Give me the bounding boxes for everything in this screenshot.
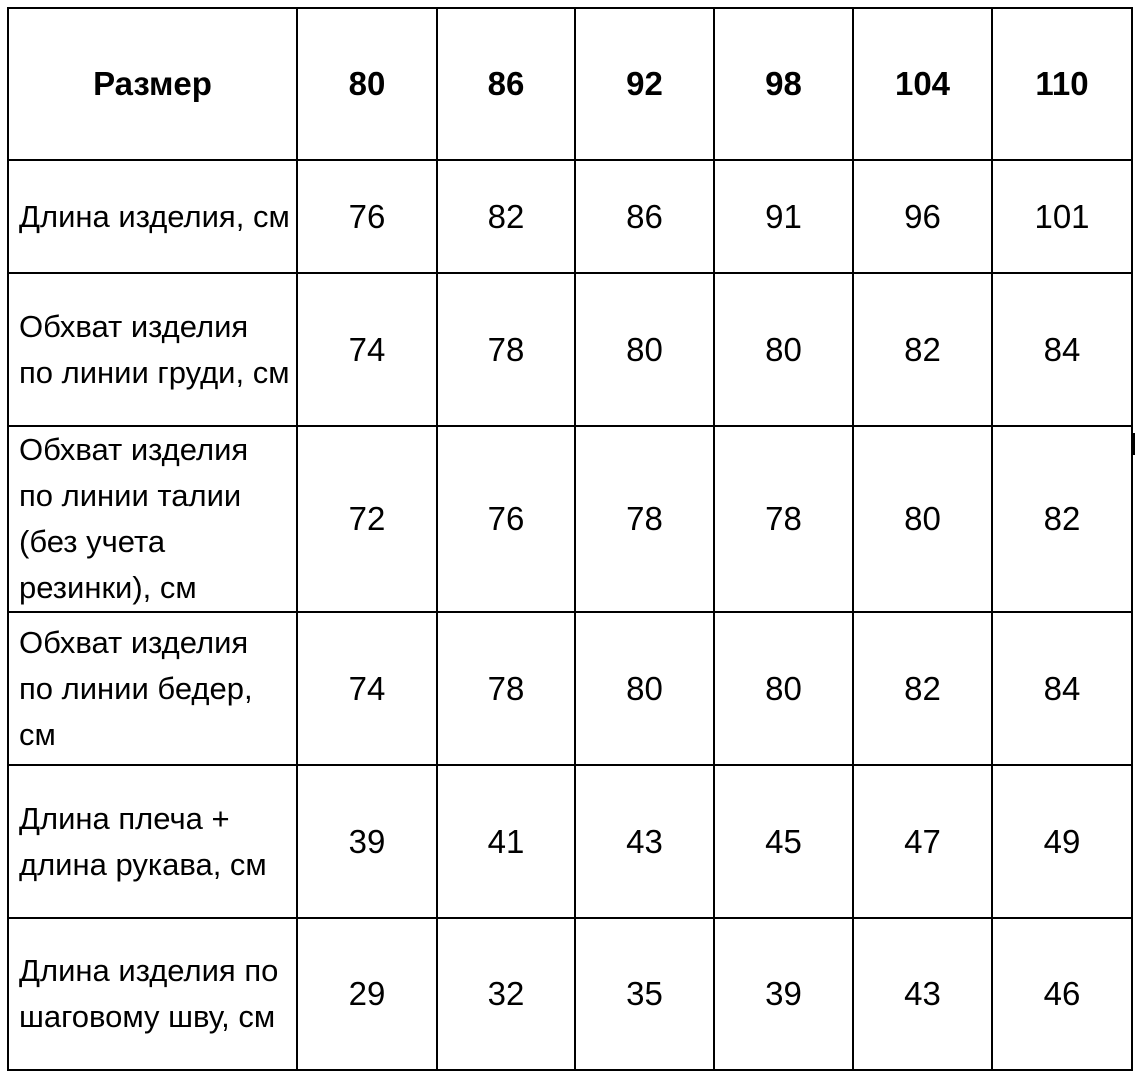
table-cell: 86	[575, 160, 714, 273]
table-cell: 41	[437, 765, 575, 918]
table-cell: 39	[714, 918, 853, 1070]
table-cell: 82	[853, 273, 992, 426]
header-row	[8, 8, 1132, 160]
table-cell: 80	[575, 273, 714, 426]
table-cell: 80	[575, 612, 714, 765]
table-cell: 80	[853, 426, 992, 612]
row-label: Длина изделия, см	[8, 160, 297, 273]
table-cell: 39	[297, 765, 437, 918]
table-cell: 101	[992, 160, 1132, 273]
table-cell: 96	[853, 160, 992, 273]
table-cell: 78	[437, 612, 575, 765]
table-row	[8, 160, 1132, 273]
row-label: Обхват изделия по линии бедер, см	[8, 612, 297, 765]
table-cell: 76	[437, 426, 575, 612]
table-cell: 80	[714, 273, 853, 426]
header-size-104: 104	[853, 8, 992, 160]
header-size-label: Размер	[8, 8, 297, 160]
table-cell: 29	[297, 918, 437, 1070]
table-cell: 82	[992, 426, 1132, 612]
text-cursor	[1133, 433, 1135, 455]
table-cell: 32	[437, 918, 575, 1070]
table-cell: 46	[992, 918, 1132, 1070]
table-cell: 84	[992, 612, 1132, 765]
table-cell: 74	[297, 273, 437, 426]
table-cell: 49	[992, 765, 1132, 918]
row-label: Длина изделия по шаговому шву, см	[8, 918, 297, 1070]
table-cell: 43	[853, 918, 992, 1070]
table-cell: 47	[853, 765, 992, 918]
table-cell: 43	[575, 765, 714, 918]
table-cell: 74	[297, 612, 437, 765]
header-size-80: 80	[297, 8, 437, 160]
header-size-110: 110	[992, 8, 1132, 160]
header-size-92: 92	[575, 8, 714, 160]
table-cell: 78	[714, 426, 853, 612]
table-row	[8, 918, 1132, 1070]
table-cell: 80	[714, 612, 853, 765]
table-row	[8, 765, 1132, 918]
header-size-98: 98	[714, 8, 853, 160]
row-label: Длина плеча + длина рукава, см	[8, 765, 297, 918]
table-cell: 76	[297, 160, 437, 273]
row-label: Обхват изделия по линии талии (без учета резинки), см	[8, 426, 297, 612]
table-row	[8, 273, 1132, 426]
header-size-86: 86	[437, 8, 575, 160]
table-cell: 78	[437, 273, 575, 426]
table-cell: 91	[714, 160, 853, 273]
row-label: Обхват изделия по линии груди, см	[8, 273, 297, 426]
table-cell: 35	[575, 918, 714, 1070]
table-cell: 82	[437, 160, 575, 273]
table-cell: 78	[575, 426, 714, 612]
table-row	[8, 612, 1132, 765]
size-chart-table	[7, 7, 1133, 1071]
table-cell: 72	[297, 426, 437, 612]
table-cell: 45	[714, 765, 853, 918]
table-cell: 82	[853, 612, 992, 765]
table-row	[8, 426, 1132, 612]
table-cell: 84	[992, 273, 1132, 426]
